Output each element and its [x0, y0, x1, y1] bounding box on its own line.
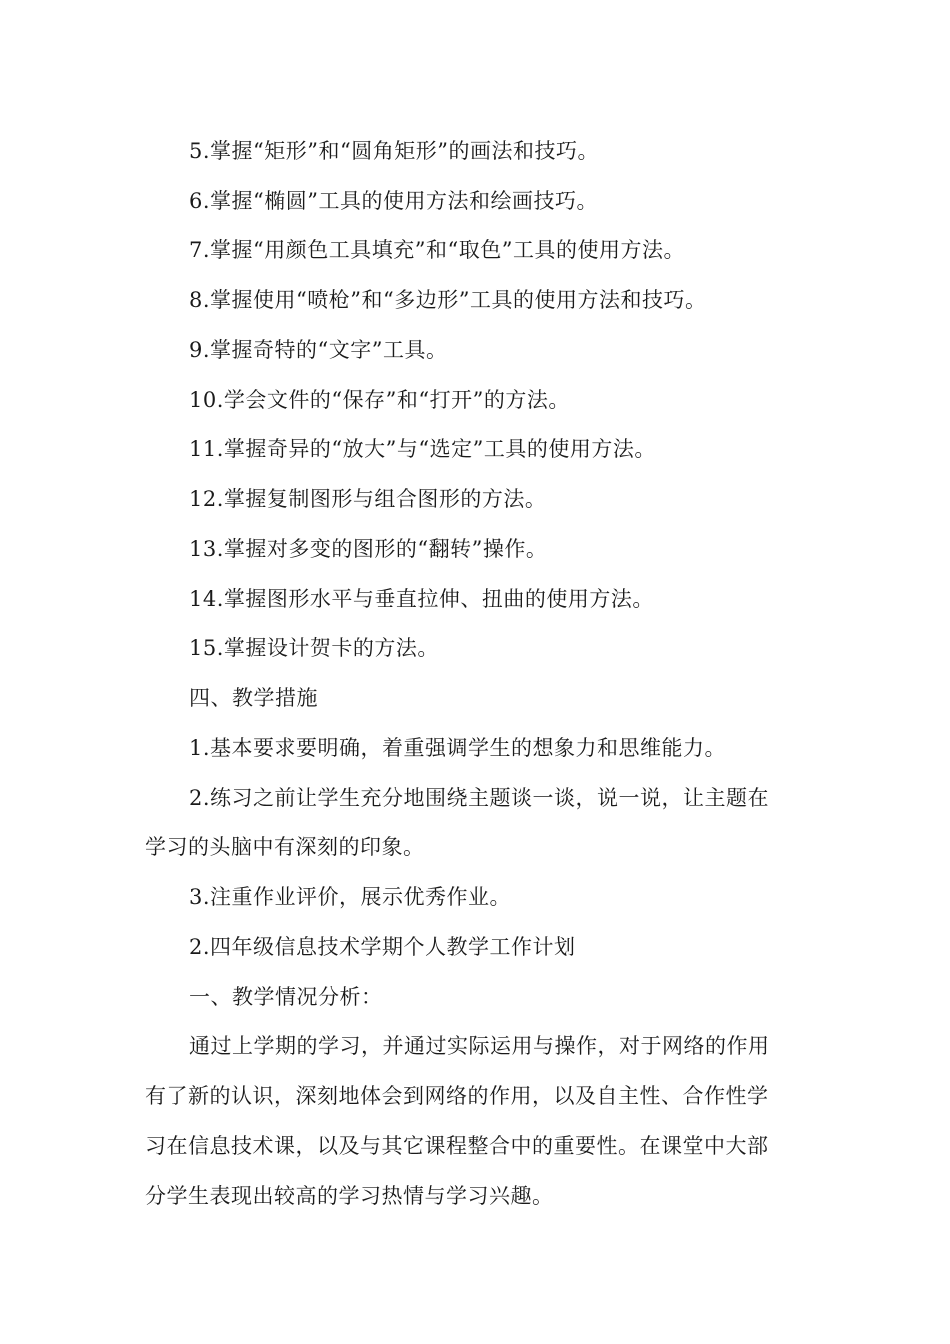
plan-title: 2.四年级信息技术学期个人教学工作计划	[189, 935, 576, 959]
objective-11: 11.掌握奇异的“放大”与“选定”工具的使用方法。	[189, 437, 656, 461]
section-heading-teaching-measures: 四、教学措施	[189, 686, 318, 710]
measure-1: 1.基本要求要明确，着重强调学生的想象力和思维能力。	[189, 736, 727, 760]
objective-8: 8.掌握使用“喷枪”和“多边形”工具的使用方法和技巧。	[189, 288, 707, 312]
objective-14: 14.掌握图形水平与垂直拉伸、扭曲的使用方法。	[189, 587, 654, 611]
objective-9: 9.掌握奇特的“文字”工具。	[189, 338, 448, 362]
analysis-paragraph-line-3: 习在信息技术课，以及与其它课程整合中的重要性。在课堂中大部	[145, 1134, 769, 1158]
analysis-paragraph-line-2: 有了新的认识，深刻地体会到网络的作用，以及自主性、合作性学	[145, 1084, 769, 1108]
measure-3: 3.注重作业评价，展示优秀作业。	[189, 885, 512, 909]
analysis-paragraph-line-1: 通过上学期的学习，并通过实际运用与操作，对于网络的作用	[189, 1034, 770, 1058]
section-heading-situation-analysis: 一、教学情况分析：	[189, 985, 383, 1009]
objective-6: 6.掌握“椭圆”工具的使用方法和绘画技巧。	[189, 189, 599, 213]
objective-10: 10.学会文件的“保存”和“打开”的方法。	[189, 388, 570, 412]
objective-13: 13.掌握对多变的图形的“翻转”操作。	[189, 537, 548, 561]
measure-2-line-2: 学习的头脑中有深刻的印象。	[145, 835, 425, 859]
analysis-paragraph-line-4: 分学生表现出较高的学习热情与学习兴趣。	[145, 1184, 554, 1208]
objective-15: 15.掌握设计贺卡的方法。	[189, 636, 439, 660]
objective-7: 7.掌握“用颜色工具填充”和“取色”工具的使用方法。	[189, 238, 685, 262]
objective-5: 5.掌握“矩形”和“圆角矩形”的画法和技巧。	[189, 139, 599, 163]
objective-12: 12.掌握复制图形与组合图形的方法。	[189, 487, 547, 511]
measure-2-line-1: 2.练习之前让学生充分地围绕主题谈一谈，说一说，让主题在	[189, 786, 770, 810]
